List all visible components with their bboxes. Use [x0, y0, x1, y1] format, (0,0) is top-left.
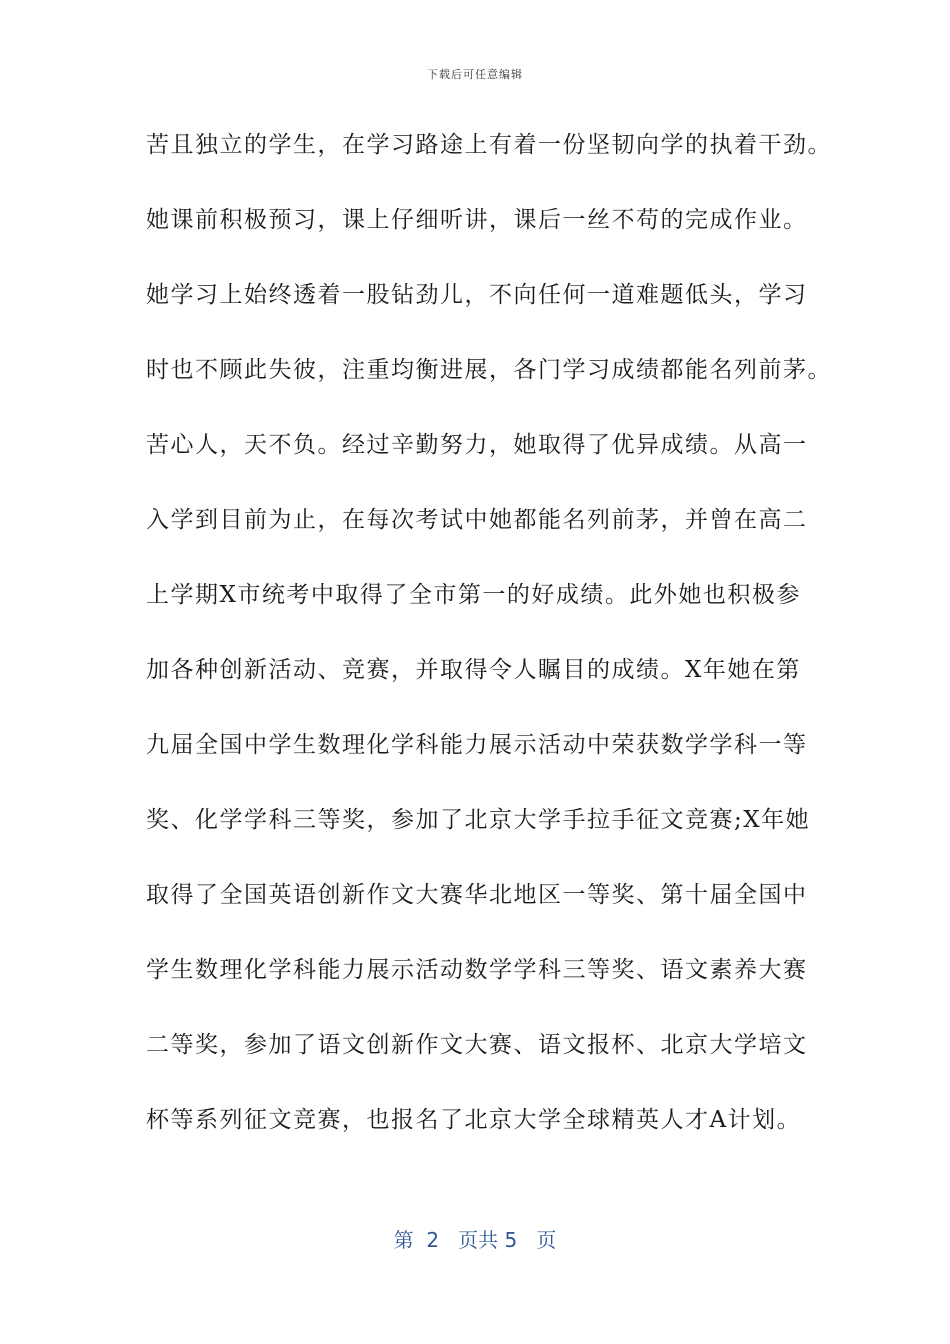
- document-body: [146, 125, 832, 1175]
- page-number-footer: 第 2 页共 5 页: [393, 1228, 557, 1252]
- paragraph-line: 她学习上始终透着一股钻劲儿，不向任何一道难题低头，学习: [146, 282, 808, 308]
- paragraph-line: 时也不顾此失彼，注重均衡进展，各门学习成绩都能名列前茅。: [146, 357, 832, 383]
- paragraph-line: 学生数理化学科能力展示活动数学学科三等奖、语文素养大赛: [146, 957, 808, 983]
- paragraph-line: 上学期X市统考中取得了全市第一的好成绩。此外她也积极参: [146, 582, 801, 608]
- page-header: 下载后可任意编辑: [427, 68, 523, 81]
- paragraph-line: 加各种创新活动、竞赛，并取得令人瞩目的成绩。X年她在第: [146, 657, 801, 683]
- paragraph-line: 杯等系列征文竞赛，也报名了北京大学全球精英人才A计划。: [146, 1107, 802, 1133]
- paragraph-line: 苦且独立的学生，在学习路途上有着一份坚韧向学的执着干劲。: [146, 132, 832, 158]
- paragraph-line: 奖、化学学科三等奖，参加了北京大学手拉手征文竞赛;X年她: [146, 807, 811, 833]
- paragraph-line: 二等奖，参加了语文创新作文大赛、语文报杯、北京大学培文: [146, 1032, 808, 1058]
- paragraph-line: 苦心人，天不负。经过辛勤努力，她取得了优异成绩。从高一: [146, 432, 808, 458]
- paragraph-line: 入学到目前为止，在每次考试中她都能名列前茅，并曾在高二: [146, 507, 808, 533]
- paragraph-line: 九届全国中学生数理化学科能力展示活动中荣获数学学科一等: [146, 732, 808, 758]
- paragraph-line: 取得了全国英语创新作文大赛华北地区一等奖、第十届全国中: [146, 882, 808, 908]
- paragraph-line: 她课前积极预习，课上仔细听讲，课后一丝不苟的完成作业。: [146, 207, 808, 233]
